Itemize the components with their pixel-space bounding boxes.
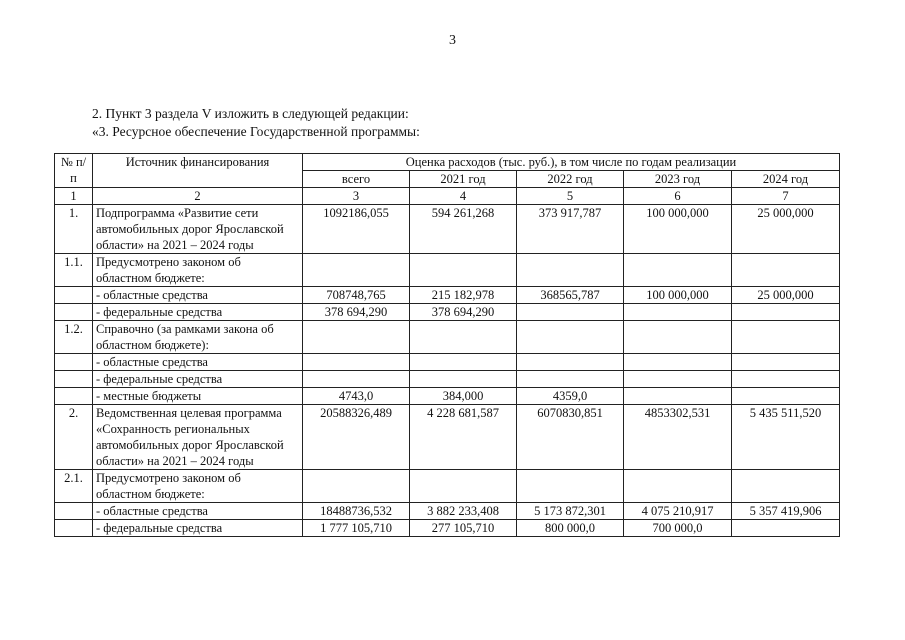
row-2023 <box>624 304 732 321</box>
section-heading: «3. Ресурсное обеспечение Государственной программы: <box>92 124 420 139</box>
row-total: 18488736,532 <box>303 503 410 520</box>
row-2022: 368565,787 <box>517 287 624 304</box>
row-2024 <box>732 354 840 371</box>
row-num <box>55 388 93 405</box>
row-2022 <box>517 254 624 287</box>
header-2024: 2024 год <box>732 171 840 188</box>
row-total <box>303 321 410 354</box>
table-row <box>55 205 840 254</box>
row-total: 20588326,489 <box>303 405 410 470</box>
row-2022: 6070830,851 <box>517 405 624 470</box>
header-2023: 2023 год <box>624 171 732 188</box>
row-2022 <box>517 371 624 388</box>
row-2022: 373 917,787 <box>517 205 624 254</box>
row-source: Предусмотрено законом об областном бюджете: <box>93 470 303 503</box>
row-2023: 100 000,000 <box>624 205 732 254</box>
column-number-row <box>55 188 840 205</box>
row-2021 <box>410 371 517 388</box>
row-2022: 4359,0 <box>517 388 624 405</box>
row-2022: 800 000,0 <box>517 520 624 537</box>
header-2022: 2022 год <box>517 171 624 188</box>
row-2021 <box>410 321 517 354</box>
row-2023 <box>624 354 732 371</box>
row-2024 <box>732 388 840 405</box>
row-num: 2. <box>55 405 93 470</box>
row-num <box>55 304 93 321</box>
row-source: Ведомственная целевая программа «Сохранность региональных автомобильных дорог Ярославской области» на 2021 – 2024 годы <box>93 405 303 470</box>
row-2021: 215 182,978 <box>410 287 517 304</box>
row-2022 <box>517 304 624 321</box>
table-row <box>55 287 840 304</box>
table-row <box>55 503 840 520</box>
row-2021 <box>410 254 517 287</box>
row-num: 2.1. <box>55 470 93 503</box>
row-total: 1092186,055 <box>303 205 410 254</box>
header-total: всего <box>303 171 410 188</box>
row-2021: 384,000 <box>410 388 517 405</box>
row-2023 <box>624 254 732 287</box>
column-number: 1 <box>55 188 93 205</box>
row-2022 <box>517 321 624 354</box>
table-row <box>55 354 840 371</box>
row-2021: 594 261,268 <box>410 205 517 254</box>
column-number: 5 <box>517 188 624 205</box>
row-2022 <box>517 470 624 503</box>
row-source: Предусмотрено законом об областном бюджете: <box>93 254 303 287</box>
table-row <box>55 470 840 503</box>
row-source: - федеральные средства <box>93 304 303 321</box>
row-2024: 25 000,000 <box>732 287 840 304</box>
row-num <box>55 520 93 537</box>
row-source: - областные средства <box>93 287 303 304</box>
row-2021 <box>410 354 517 371</box>
row-total <box>303 470 410 503</box>
row-total <box>303 354 410 371</box>
header-num: № п/п <box>55 154 93 188</box>
row-2024 <box>732 304 840 321</box>
page-number: 3 <box>449 33 456 48</box>
row-2024: 5 435 511,520 <box>732 405 840 470</box>
row-source: - федеральные средства <box>93 371 303 388</box>
row-source: - областные средства <box>93 503 303 520</box>
row-source: Подпрограмма «Развитие сети автомобильных дорог Ярославской области» на 2021 – 2024 годы <box>93 205 303 254</box>
row-num <box>55 354 93 371</box>
row-2024: 5 357 419,906 <box>732 503 840 520</box>
row-2024 <box>732 321 840 354</box>
column-number: 4 <box>410 188 517 205</box>
row-2021: 378 694,290 <box>410 304 517 321</box>
row-num: 1.2. <box>55 321 93 354</box>
row-2022 <box>517 354 624 371</box>
row-source: - федеральные средства <box>93 520 303 537</box>
row-total: 4743,0 <box>303 388 410 405</box>
table-row <box>55 371 840 388</box>
table-row <box>55 304 840 321</box>
row-num <box>55 287 93 304</box>
row-source: - местные бюджеты <box>93 388 303 405</box>
row-source: Справочно (за рамками закона об областном бюджете): <box>93 321 303 354</box>
table-row <box>55 321 840 354</box>
column-number: 2 <box>93 188 303 205</box>
column-number: 6 <box>624 188 732 205</box>
row-total: 1 777 105,710 <box>303 520 410 537</box>
row-2024 <box>732 470 840 503</box>
instruction-paragraph: 2. Пункт 3 раздела V изложить в следующей редакции: <box>92 106 409 121</box>
table-row <box>55 520 840 537</box>
row-2023: 700 000,0 <box>624 520 732 537</box>
row-2024 <box>732 520 840 537</box>
row-2024 <box>732 254 840 287</box>
row-total <box>303 371 410 388</box>
row-total: 378 694,290 <box>303 304 410 321</box>
column-number: 3 <box>303 188 410 205</box>
row-2021: 3 882 233,408 <box>410 503 517 520</box>
row-2023 <box>624 470 732 503</box>
row-num <box>55 371 93 388</box>
resource-table <box>54 153 840 537</box>
row-2023: 100 000,000 <box>624 287 732 304</box>
header-estimate: Оценка расходов (тыс. руб.), в том числе по годам реализации <box>303 154 840 171</box>
row-total: 708748,765 <box>303 287 410 304</box>
header-source: Источник финансирования <box>93 154 303 188</box>
row-2023 <box>624 388 732 405</box>
row-2024: 25 000,000 <box>732 205 840 254</box>
table-row <box>55 254 840 287</box>
row-2022: 5 173 872,301 <box>517 503 624 520</box>
row-num <box>55 503 93 520</box>
row-num: 1. <box>55 205 93 254</box>
row-2023: 4853302,531 <box>624 405 732 470</box>
column-number: 7 <box>732 188 840 205</box>
header-2021: 2021 год <box>410 171 517 188</box>
row-2024 <box>732 371 840 388</box>
row-2021 <box>410 470 517 503</box>
row-2023: 4 075 210,917 <box>624 503 732 520</box>
table-row <box>55 388 840 405</box>
row-2023 <box>624 371 732 388</box>
table-row <box>55 405 840 470</box>
row-num: 1.1. <box>55 254 93 287</box>
row-2021: 4 228 681,587 <box>410 405 517 470</box>
row-total <box>303 254 410 287</box>
row-2023 <box>624 321 732 354</box>
row-source: - областные средства <box>93 354 303 371</box>
row-2021: 277 105,710 <box>410 520 517 537</box>
